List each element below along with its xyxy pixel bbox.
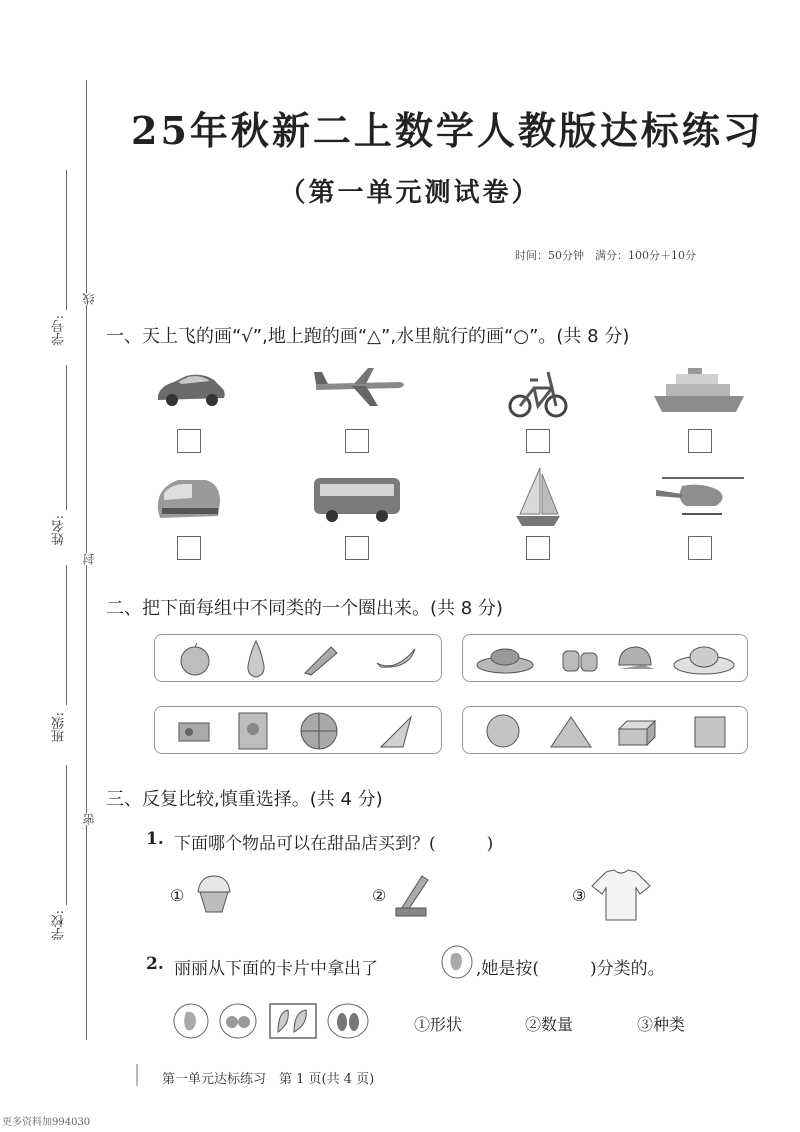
ship-image (652, 366, 748, 418)
q1-option1-label: ① (170, 886, 185, 905)
pear-icon (241, 637, 271, 679)
sharpener-icon (175, 715, 213, 747)
gloves-icon (559, 645, 603, 675)
class-label: 班级: (52, 712, 67, 743)
cap-icon (613, 643, 657, 677)
car-image (152, 362, 228, 412)
bus-image (310, 472, 404, 524)
q1-option2-label: ② (372, 886, 387, 905)
watermark-note: 更多资料加994030 (2, 1117, 91, 1128)
name-label: 姓名: (52, 515, 67, 546)
checkbox-bus[interactable] (345, 536, 369, 560)
sunhat-icon (475, 643, 545, 675)
card-leaves (268, 1002, 318, 1040)
cuboid-shape-icon (617, 719, 657, 747)
q1-text: 下面哪个物品可以在甜品店买到？( ) (174, 834, 494, 854)
checkbox-helicopter[interactable] (688, 536, 712, 560)
page-subtitle: （第一单元测试卷） (279, 178, 541, 208)
checkbox-sailboat[interactable] (526, 536, 550, 560)
vegetable-card-icon (440, 944, 474, 980)
section1-heading: 一、天上飞的画“√”,地上跑的画“△”,水里航行的画“○”。(共 8 分) (106, 326, 630, 347)
banana-icon (375, 645, 417, 673)
q1-option3-label: ③ (572, 886, 587, 905)
checkbox-ship[interactable] (688, 429, 712, 453)
school-blank (66, 765, 67, 905)
helicopter-image (652, 472, 748, 522)
checkbox-car[interactable] (177, 429, 201, 453)
exam-meta: 时间：50分钟 满分：100分＋10分 (515, 249, 696, 262)
cut-mark-line: 线 (82, 293, 96, 305)
tshirt-image[interactable] (590, 866, 652, 924)
pencil-icon (301, 641, 341, 677)
square-shape-icon (693, 715, 727, 749)
class-blank (66, 565, 67, 705)
cut-mark-secret: 密 (82, 813, 96, 825)
page-footer: 第一单元达标练习 第 1 页(共 4 页) (162, 1072, 375, 1087)
cut-mark-seal: 封 (82, 553, 96, 565)
q2-number: 2. (146, 954, 164, 974)
card-eggplants (326, 1002, 370, 1040)
group-geometry[interactable] (462, 706, 748, 754)
triangle-shape-icon (549, 715, 593, 749)
book-icon (235, 711, 271, 751)
group-shapes-objects[interactable] (154, 706, 442, 754)
card-vegetable (172, 1002, 210, 1040)
section3-heading: 三、反复比较,慎重选择。(共 4 分) (106, 789, 383, 810)
section2-heading: 二、把下面每组中不同类的一个圈出来。(共 8 分) (106, 598, 503, 619)
student-number-label: 学号: (52, 315, 67, 346)
ball-icon (299, 711, 339, 751)
q2-choice-quantity: ②数量 (525, 1015, 574, 1034)
triangle-ruler-icon (377, 713, 417, 751)
group-fruits[interactable] (154, 634, 442, 682)
circle-shape-icon (485, 713, 521, 749)
q2-text-after: ,她是按( )分类的。 (476, 959, 665, 979)
sailboat-image (512, 464, 564, 530)
footer-divider (136, 1064, 138, 1086)
q1-number: 1. (146, 829, 164, 849)
airplane-image (312, 364, 408, 410)
cupcake-image[interactable] (192, 870, 236, 916)
q2-choice-type: ③种类 (637, 1015, 686, 1034)
group-hats[interactable] (462, 634, 748, 682)
q2-text-before: 丽丽从下面的卡片中拿出了 (174, 959, 378, 979)
nail-clipper-image[interactable] (392, 870, 432, 920)
checkbox-bicycle[interactable] (526, 429, 550, 453)
page-title: 25年秋新二上数学人教版达标练习 (131, 108, 764, 153)
name-blank (66, 365, 67, 510)
q2-choice-shape: ①形状 (414, 1015, 463, 1034)
bicycle-image (508, 362, 568, 420)
ladies-hat-icon (671, 641, 737, 677)
orange-icon (177, 641, 213, 677)
train-image (152, 470, 224, 524)
checkbox-train[interactable] (177, 536, 201, 560)
checkbox-airplane[interactable] (345, 429, 369, 453)
card-strawberries (218, 1002, 258, 1040)
school-label: 学校: (52, 910, 67, 941)
